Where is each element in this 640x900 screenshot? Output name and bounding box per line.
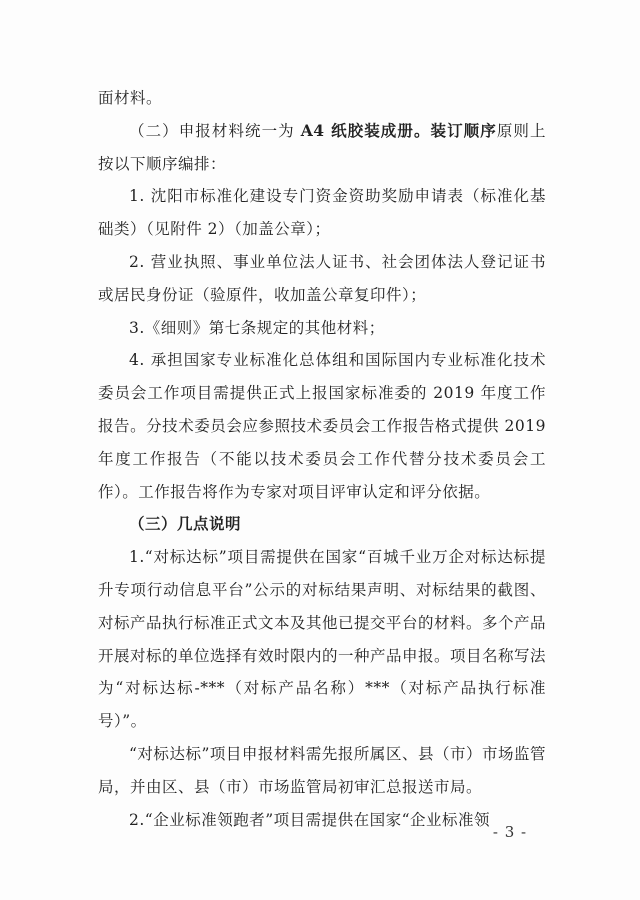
list-item-2-4: 4. 承担国家专业标准化总体组和国际国内专业标准化技术委员会工作项目需提供正式上报国家标准委的 2019 年度工作报告。分技术委员会应参照技术委员会工作报告格式提供 2019 年度工作报告（不能以技术委员会工作代替分技术委员会工作）。工作报告将作为专家对项目评审认定和评分依据。 [98,351,546,501]
paragraph-continuation: 面材料。 [98,89,163,107]
section-2-bold-text: A4 纸胶装成册。装订顺序 [300,120,497,140]
section-2-paragraph [98,115,546,181]
list-item-3-2: 2.“企业标准领跑者”项目需提供在国家“企业标准领 [129,810,491,829]
document-body [98,82,546,836]
list-item-3-1-note: “对标达标”项目申报材料需先报所属区、县（市）市场监管局，并由区、县（市）市场监管局初审汇总报送市局。 [98,744,546,796]
page-number: - 3 - [492,823,528,841]
list-item-2-3: 3.《细则》第七条规定的其他材料； [129,318,385,337]
section-3-heading: （三）几点说明 [129,514,242,534]
section-2-prefix: （二）申报材料统一为 [129,121,301,140]
list-item-2-1: 1. 沈阳市标准化建设专门资金资助奖励申请表（标准化基础类）（见附件 2）（加盖公章）； [98,187,546,239]
list-item-3-1: 1.“对标达标”项目需提供在国家“百城千业万企对标达标提升专项行动信息平台”公示的对标结果声明、对标结果的截图、对标产品执行标准正式文本及其他已提交平台的材料。多个产品开展对标的单位选择有效时限内的一种产品申报。项目名称写法为“对标达标-***（对标产品名称）***（对标产品执行标准号）”。 [98,548,547,731]
section-2-suffix: 原则上按以下顺序编排： [98,121,546,173]
list-item-2-2: 2. 营业执照、事业单位法人证书、社会团体法人登记证书或居民身份证（验原件，收加盖公章复印件）； [98,252,546,304]
